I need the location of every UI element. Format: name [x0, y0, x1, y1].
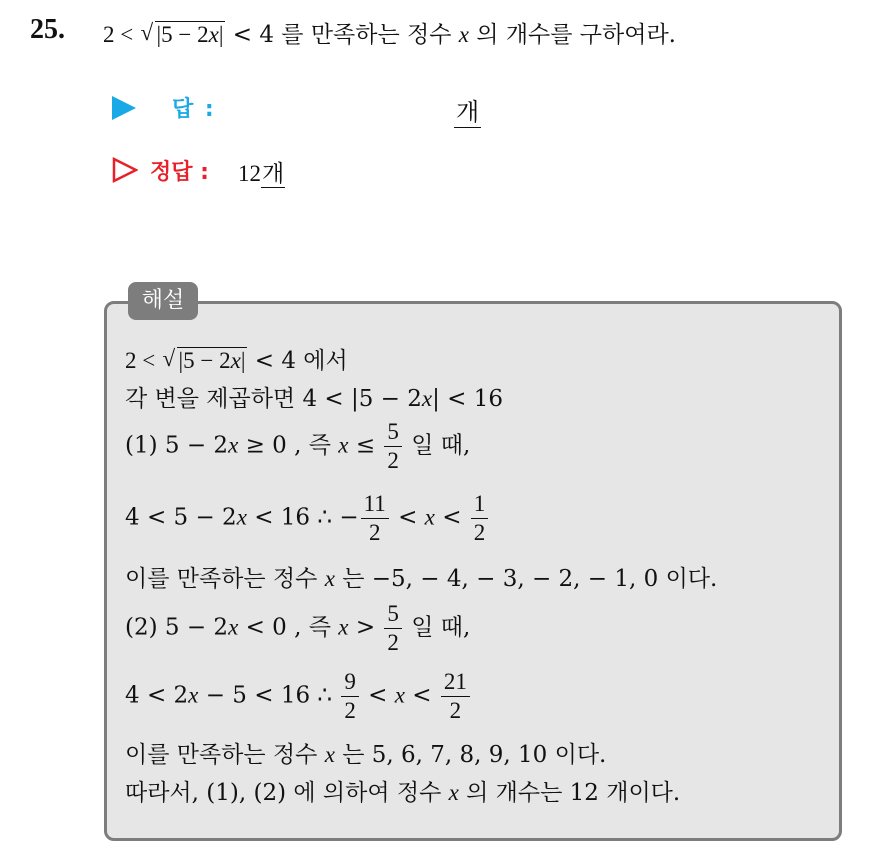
solution-line-1 — [125, 342, 348, 375]
sol-l7-var: x — [188, 682, 199, 708]
question-tail: 의 개수를 구하여라. — [476, 22, 676, 48]
question-radicand: |5 − 2 — [156, 22, 209, 47]
sol-l7-num2: 21 — [441, 668, 470, 697]
sol-l3-rel: ≤ — [355, 432, 376, 459]
sol-l5-var: x — [324, 566, 335, 591]
solution-tag: 해설 — [128, 282, 198, 320]
solution-line-9 — [125, 774, 680, 807]
sol-l1-rad-end: | — [240, 348, 246, 373]
sol-l3-var2: x — [338, 432, 349, 458]
sol-l7-pre: 4 < 2 — [125, 682, 189, 709]
sol-l4-mid: < 16 ∴ − — [254, 504, 359, 531]
sol-l5-pre: 이를 만족하는 정수 — [125, 566, 318, 592]
sol-l9-pre: 따라서, (1), (2) 에 의하여 정수 — [125, 780, 442, 806]
sol-l3-post: 일 때, — [411, 432, 471, 459]
sol-l4-num2: 1 — [471, 490, 489, 519]
solution-line-5 — [125, 560, 717, 593]
sol-l4-lt2: < — [442, 504, 462, 531]
solution-line-4 — [125, 490, 490, 547]
sol-l7-fraction-1 — [341, 668, 359, 725]
sol-l7-den1: 2 — [344, 698, 356, 723]
outline-triangle-icon — [112, 157, 138, 183]
sol-l7-lt1: < — [368, 682, 388, 709]
question-text — [103, 16, 676, 49]
correct-number: 12 — [238, 161, 261, 186]
answer-unit: 개 — [454, 92, 481, 128]
sol-l8-var: x — [324, 742, 335, 767]
solution-line-6 — [125, 600, 470, 657]
solution-line-3 — [125, 418, 470, 475]
sol-l4-var2: x — [424, 504, 435, 530]
solution-line-8 — [125, 736, 606, 769]
question-prefix: 2 < — [103, 22, 134, 47]
sol-l3-den: 2 — [387, 448, 399, 473]
sol-l9-post: 의 개수는 12 개이다. — [466, 780, 681, 806]
solution-line-2 — [125, 380, 503, 413]
sol-l6-post: 일 때, — [411, 614, 471, 641]
sol-l1-post: < 4 에서 — [254, 348, 348, 374]
sol-l3-mid: ≥ 0 , 즉 — [245, 432, 331, 459]
sol-l6-var2: x — [338, 614, 349, 640]
sol-l8-post: 는 5, 6, 7, 8, 9, 10 이다. — [342, 742, 607, 768]
sol-l2-var: x — [421, 386, 433, 411]
sol-l7-lt2: < — [412, 682, 432, 709]
sol-l2: 각 변을 제곱하면 4 < |5 − 2 — [125, 386, 422, 412]
sol-l6-num: 5 — [384, 600, 402, 629]
sol-l6-pre: (2) 5 − 2 — [125, 614, 229, 641]
sol-l4-den2: 2 — [473, 520, 486, 545]
sol-l2-end: | < 16 — [432, 386, 504, 412]
sol-l3-fraction — [384, 418, 402, 475]
sol-l3-num: 5 — [384, 418, 402, 447]
sol-l4-lt1: < — [398, 504, 418, 531]
sol-l6-fraction — [384, 600, 402, 657]
sol-l7-den2: 2 — [449, 698, 462, 723]
sol-l6-rel: > — [355, 614, 376, 641]
sol-l8-pre: 이를 만족하는 정수 — [125, 742, 318, 768]
sol-l6-den: 2 — [387, 630, 399, 655]
sol-l6-var: x — [228, 614, 239, 640]
correct-unit: 개 — [262, 161, 285, 187]
sol-l3-var: x — [228, 432, 239, 458]
sol-l3-pre: (1) 5 − 2 — [125, 432, 229, 459]
sol-l7-var2: x — [394, 682, 405, 708]
sol-l1-sqrt: √ |5 − 2x| — [162, 346, 246, 373]
sol-l5-post: 는 −5, − 4, − 3, − 2, − 1, 0 이다. — [342, 566, 718, 592]
sol-l4-fraction-1 — [361, 490, 389, 547]
sol-l1-rad: |5 − 2 — [178, 348, 231, 373]
sol-l1-var: x — [230, 348, 241, 373]
sol-l7-num1: 9 — [341, 668, 359, 697]
question-radicand-end: | — [218, 22, 224, 47]
sol-l1-pre: 2 < — [125, 348, 156, 373]
play-triangle-icon — [112, 96, 136, 120]
question-var: x — [458, 22, 469, 47]
correct-value — [238, 155, 285, 188]
sol-l4-den1: 2 — [368, 520, 381, 545]
sol-l4-num1: 11 — [361, 490, 389, 519]
question-sqrt: √ |5 − 2x| — [140, 20, 224, 47]
sol-l4-var: x — [236, 504, 247, 530]
correct-label: 정답 : — [150, 160, 209, 185]
solution-line-7 — [125, 668, 472, 725]
sol-l4-pre: 4 < 5 − 2 — [125, 504, 237, 531]
sol-l6-mid: < 0 , 즉 — [245, 614, 331, 641]
question-number: 25. — [30, 14, 65, 45]
sol-l9-var: x — [448, 780, 459, 805]
question-radicand-var: x — [208, 22, 219, 47]
answer-label: 답 : — [172, 97, 216, 122]
sol-l7-fraction-2 — [441, 668, 470, 725]
question-suffix: < 4 를 만족하는 정수 — [232, 22, 452, 48]
sol-l4-fraction-2 — [471, 490, 489, 547]
sol-l7-mid: − 5 < 16 ∴ — [205, 682, 333, 709]
